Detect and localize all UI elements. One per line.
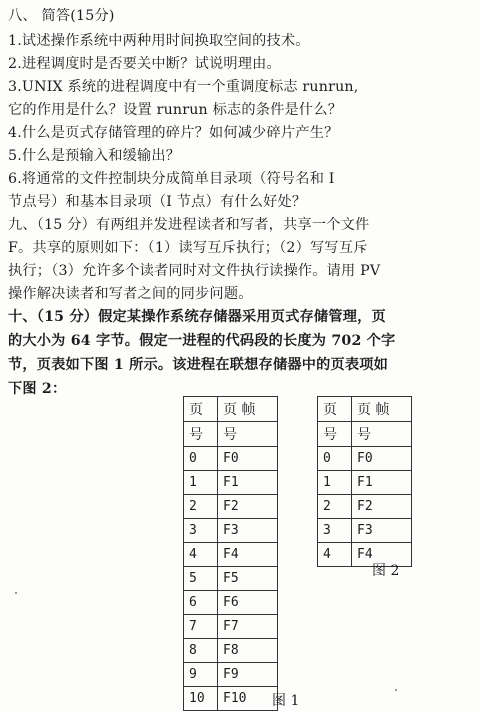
section-10-line-1: 十、（15 分）假定某操作系统存储器采用页式存储管理，页 [8, 309, 386, 325]
page-number-cell: 5 [184, 567, 218, 591]
section-9-line-4: 操作解决读者和写者之间的同步问题。 [8, 286, 253, 302]
table-row [184, 519, 278, 543]
table-row [184, 639, 278, 663]
scan-speck [15, 592, 17, 594]
page-number-cell: 2 [184, 495, 218, 519]
frame-number-cell: F6 [218, 591, 278, 615]
question-6-line-2: 节点号）和基本目录项（I 节点）有什么好处？ [8, 194, 307, 210]
frame-number-cell: F0 [352, 447, 412, 471]
table-header-row [184, 397, 278, 422]
table-row [318, 447, 412, 471]
table-row [184, 615, 278, 639]
table-row [184, 591, 278, 615]
frame-number-cell: F7 [218, 615, 278, 639]
question-4: 4.什么是页式存储管理的碎片？如何减少碎片产生？ [8, 125, 339, 141]
table-header-row [318, 397, 412, 422]
frame-number-cell: F4 [218, 543, 278, 567]
page-number-cell: 1 [184, 471, 218, 495]
frame-number-cell: F1 [352, 471, 412, 495]
question-6-line-1: 6.将通常的文件控制块分成简单目录项（符号名和 I [8, 171, 335, 187]
page-number-cell: 8 [184, 639, 218, 663]
page-number-cell: 10 [184, 687, 218, 711]
page-number-cell: 7 [184, 615, 218, 639]
table-header-row [184, 422, 278, 447]
page-number-cell: 3 [318, 519, 352, 543]
scan-speck [395, 689, 397, 691]
table-row [184, 687, 278, 711]
table-row [184, 567, 278, 591]
page-number-cell: 页 [318, 397, 352, 422]
page-number-cell: 号 [318, 422, 352, 447]
section-9-line-2: F。共享的原则如下：（1）读写互斥执行；（2）写写互斥 [8, 240, 368, 256]
frame-number-cell: F3 [218, 519, 278, 543]
page-number-cell: 2 [318, 495, 352, 519]
page-number-cell: 号 [184, 422, 218, 447]
table-row [184, 471, 278, 495]
frame-number-cell: F0 [218, 447, 278, 471]
frame-number-cell: F2 [352, 495, 412, 519]
table-row [318, 471, 412, 495]
section-9-line-3: 执行；（3）允许多个读者同时对文件执行读操作。请用 PV [8, 263, 381, 279]
section-10-line-4: 下图 2： [8, 381, 67, 397]
frame-number-cell: F4 [352, 543, 412, 567]
page-number-cell: 4 [318, 543, 352, 567]
page-number-cell: 0 [184, 447, 218, 471]
section-9-line-1: 九、（15 分）有两组并发进程读者和写者，共享一个文件 [8, 217, 370, 233]
question-3-line-1: 3.UNIX 系统的进程调度中有一个重调度标志 runrun, [8, 79, 359, 95]
page-number-cell: 0 [318, 447, 352, 471]
page-number-cell: 4 [184, 543, 218, 567]
question-2: 2.进程调度时是否要关中断？试说明理由。 [8, 56, 281, 72]
page-number-cell: 3 [184, 519, 218, 543]
frame-number-cell: 号 [218, 422, 278, 447]
figure-2-caption: 图 2 [372, 563, 400, 579]
associative-memory-table-figure-2 [317, 396, 412, 567]
page-table-figure-1 [183, 396, 278, 711]
question-1: 1.试述操作系统中两种用时间换取空间的技术。 [8, 33, 310, 49]
section-10-line-3: 节，页表如下图 1 所示。该进程在联想存储器中的页表项如 [8, 357, 389, 373]
frame-number-cell: F10 [218, 687, 278, 711]
figure-1-caption: 图 1 [272, 693, 300, 709]
frame-number-cell: F9 [218, 663, 278, 687]
table-header-row [318, 422, 412, 447]
frame-number-cell: F8 [218, 639, 278, 663]
frame-number-cell: F5 [218, 567, 278, 591]
table-row [318, 519, 412, 543]
frame-number-cell: 页 帧 [218, 397, 278, 422]
page-number-cell: 1 [318, 471, 352, 495]
frame-number-cell: F1 [218, 471, 278, 495]
page-number-cell: 6 [184, 591, 218, 615]
frame-number-cell: F3 [352, 519, 412, 543]
question-5: 5.什么是预输入和缓输出？ [8, 148, 181, 164]
page-number-cell: 9 [184, 663, 218, 687]
section-10-line-2: 的大小为 64 字节。假定一进程的代码段的长度为 702 个字 [8, 333, 396, 349]
table-row [184, 663, 278, 687]
page-number-cell: 页 [184, 397, 218, 422]
frame-number-cell: F2 [218, 495, 278, 519]
table-row [318, 495, 412, 519]
section-8-heading: 八、 简答(15分) [8, 8, 115, 24]
table-row [184, 447, 278, 471]
table-row [184, 543, 278, 567]
frame-number-cell: 号 [352, 422, 412, 447]
table-row [184, 495, 278, 519]
question-3-line-2: 它的作用是什么？设置 runrun 标志的条件是什么？ [8, 102, 343, 118]
frame-number-cell: 页 帧 [352, 397, 412, 422]
